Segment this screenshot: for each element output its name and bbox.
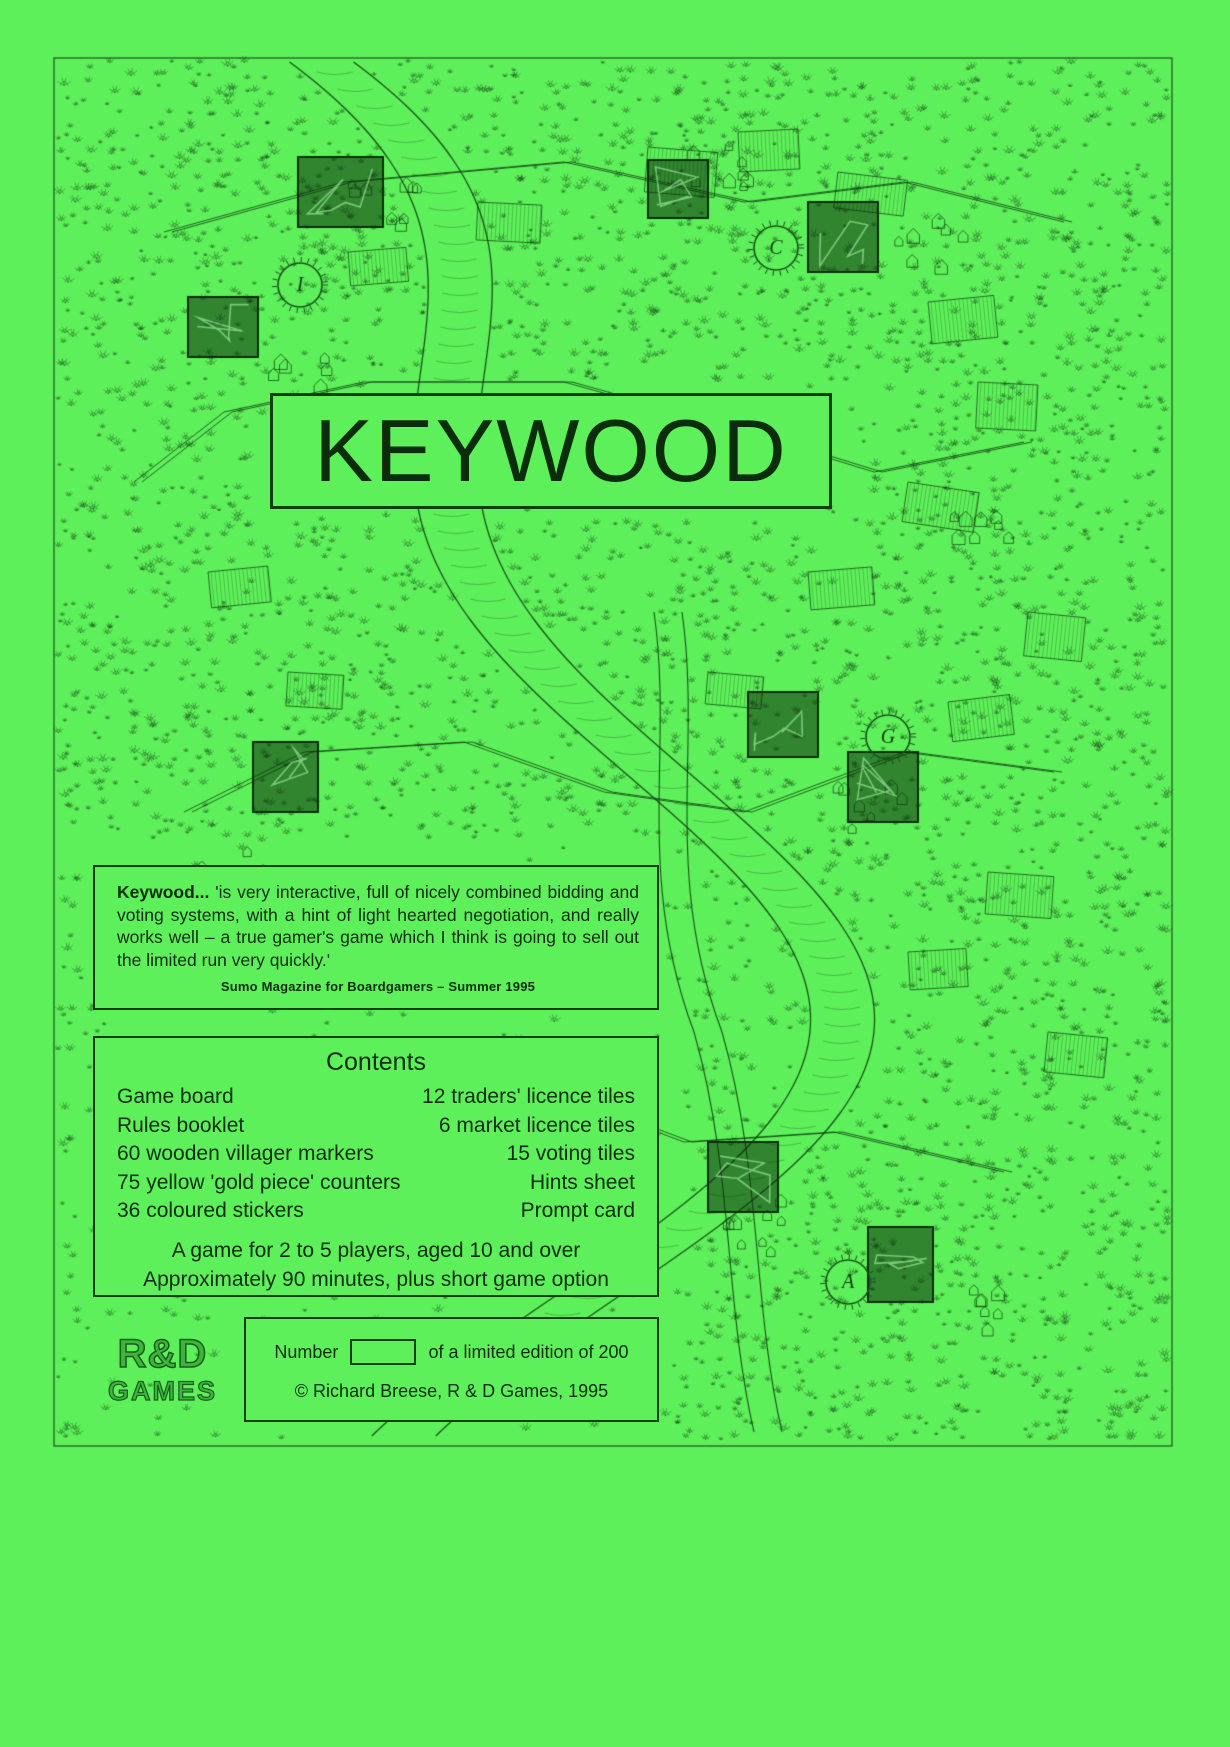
edition-number-line — [246, 1339, 657, 1365]
contents-box — [93, 1036, 659, 1297]
review-quote-text — [117, 881, 639, 971]
duration-line: Approximately 90 minutes, plus short game option — [143, 1267, 609, 1291]
contents-footer — [117, 1236, 635, 1294]
contents-item-left: 36 coloured stickers — [117, 1199, 304, 1222]
contents-row — [117, 1197, 635, 1226]
review-quote-source: Sumo Magazine for Boardgamers – Summer 1995 — [220, 979, 536, 994]
publisher-logo — [96, 1319, 229, 1419]
contents-item-left: Rules booklet — [117, 1113, 245, 1137]
contents-row — [117, 1169, 635, 1198]
copyright-line: © Richard Breese, R & D Games, 1995 — [294, 1381, 609, 1401]
edition-number-label: Number — [274, 1341, 339, 1362]
contents-item-right: 12 traders' licence tiles — [422, 1085, 635, 1108]
contents-item-right: 15 voting tiles — [506, 1142, 635, 1165]
edition-number-field[interactable] — [350, 1339, 416, 1365]
edition-total-label: of a limited edition of 200 — [428, 1341, 629, 1362]
contents-item-right: Prompt card — [520, 1199, 635, 1222]
review-quote-box — [93, 865, 659, 1010]
contents-row — [117, 1112, 635, 1141]
contents-heading: Contents — [325, 1048, 427, 1076]
review-quote-body: 'is very interactive, full of nicely combined bidding and voting systems, with a hint of light hearted negotiation, and really works well – a true gamer's game which I think is going to sell out the limited run very quickly.' — [117, 882, 639, 970]
publisher-logo-main: R&D — [117, 1331, 208, 1376]
contents-row — [117, 1140, 635, 1169]
contents-item-left: 75 yellow 'gold piece' counters — [117, 1170, 401, 1194]
contents-item-left: Game board — [117, 1085, 234, 1108]
edition-box — [244, 1317, 659, 1422]
page-title: KEYWOOD — [314, 401, 788, 500]
contents-row — [117, 1083, 635, 1112]
contents-item-right: 6 market licence tiles — [438, 1113, 635, 1137]
contents-item-left: 60 wooden villager markers — [117, 1142, 374, 1165]
player-count-line: A game for 2 to 5 players, aged 10 and over — [171, 1238, 581, 1262]
game-title-box — [270, 393, 832, 509]
review-quote-lead: Keywood... — [117, 882, 210, 902]
publisher-logo-sub: GAMES — [107, 1375, 217, 1406]
contents-item-right: Hints sheet — [529, 1170, 635, 1194]
